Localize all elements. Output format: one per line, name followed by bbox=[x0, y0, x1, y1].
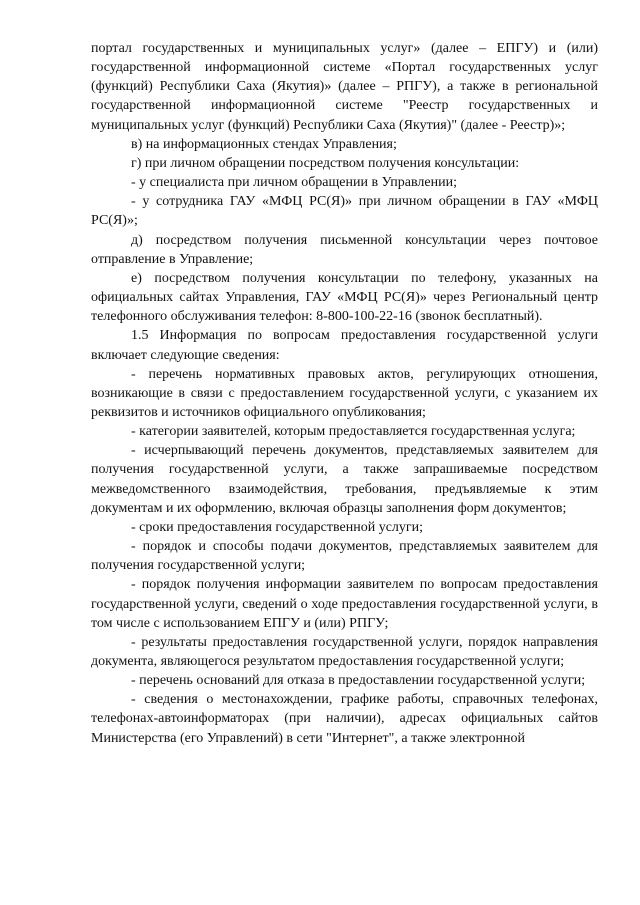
paragraph-item-d: д) посредством получения письменной консультации через почтовое отправление в Управление; bbox=[91, 232, 598, 267]
paragraph-bullet-information-order: - порядок получения информации заявителем по вопросам предоставления государственной услуги, сведений о ходе предоставления государственной услуги, в том числе с использованием ЕПГУ и (или) РПГУ; bbox=[91, 577, 598, 631]
paragraph-item-v: в) на информационных стендах Управления; bbox=[131, 136, 397, 152]
paragraph-bullet-results: - результаты предоставления государственной услуги, порядок направления документа, являющегося результатом предоставления государственной услуги; bbox=[91, 634, 598, 669]
paragraph-item-g: г) при личном обращении посредством получения консультации: bbox=[131, 155, 520, 171]
paragraph-section-1-5: 1.5 Информация по вопросам предоставления государственной услуги включает следующие сведения: bbox=[91, 328, 598, 363]
paragraph-bullet-submission-order: - порядок и способы подачи документов, представляемых заявителем для получения государственной услуги; bbox=[91, 539, 598, 574]
paragraph-bullet-legal-acts: - перечень нормативных правовых актов, регулирующих отношения, возникающие в связи с предоставлением государственной услуги, с указанием их реквизитов и источников официального опубликования; bbox=[91, 366, 598, 420]
paragraph-bullet-applicant-categories: - категории заявителей, которым предоставляется государственная услуга; bbox=[131, 424, 576, 440]
paragraph-bullet-contact-info: - сведения о местонахождении, графике работы, справочных телефонах, телефонах-автоинформаторах (при наличии), адресах официальных сайтов Министерства (его Управлений) в сети "Интернет", а также электронной bbox=[91, 692, 598, 746]
paragraph-bullet-deadlines: - сроки предоставления государственной услуги; bbox=[131, 519, 424, 535]
paragraph-bullet-mfc: - у сотрудника ГАУ «МФЦ РС(Я)» при личном обращении в ГАУ «МФЦ РС(Я)»; bbox=[91, 194, 598, 229]
paragraph-bullet-refusal-grounds: - перечень оснований для отказа в предоставлении государственной услуги; bbox=[131, 673, 586, 689]
paragraph-portal-continuation: портал государственных и муниципальных услуг» (далее – ЕПГУ) и (или) государственной информационной системе «Портал государственных услуг (функций) Республики Саха (Якутия)» (далее – РПГУ), а также в региональной государственной информационной системе "Реестр государственных и муниципальных услуг (функций) Республики Саха (Якутия)" (далее - Реестр)»; bbox=[91, 41, 598, 133]
document-page bbox=[91, 39, 598, 748]
paragraph-item-e: е) посредством получения консультации по телефону, указанных на официальных сайтах Управления, ГАУ «МФЦ РС(Я)» через Региональный центр телефонного обслуживания телефон: 8-800-100-22-16 (звонок бесплатный). bbox=[91, 270, 598, 325]
paragraph-bullet-documents-list: - исчерпывающий перечень документов, представляемых заявителем для получения государственной услуги, а также запрашиваемые посредством межведомственного взаимодействия, требования, предъявляемые к этим документам и их оформлению, включая образцы заполнения форм документов; bbox=[91, 443, 598, 516]
paragraph-bullet-specialist: - у специалиста при личном обращении в Управлении; bbox=[131, 175, 457, 191]
